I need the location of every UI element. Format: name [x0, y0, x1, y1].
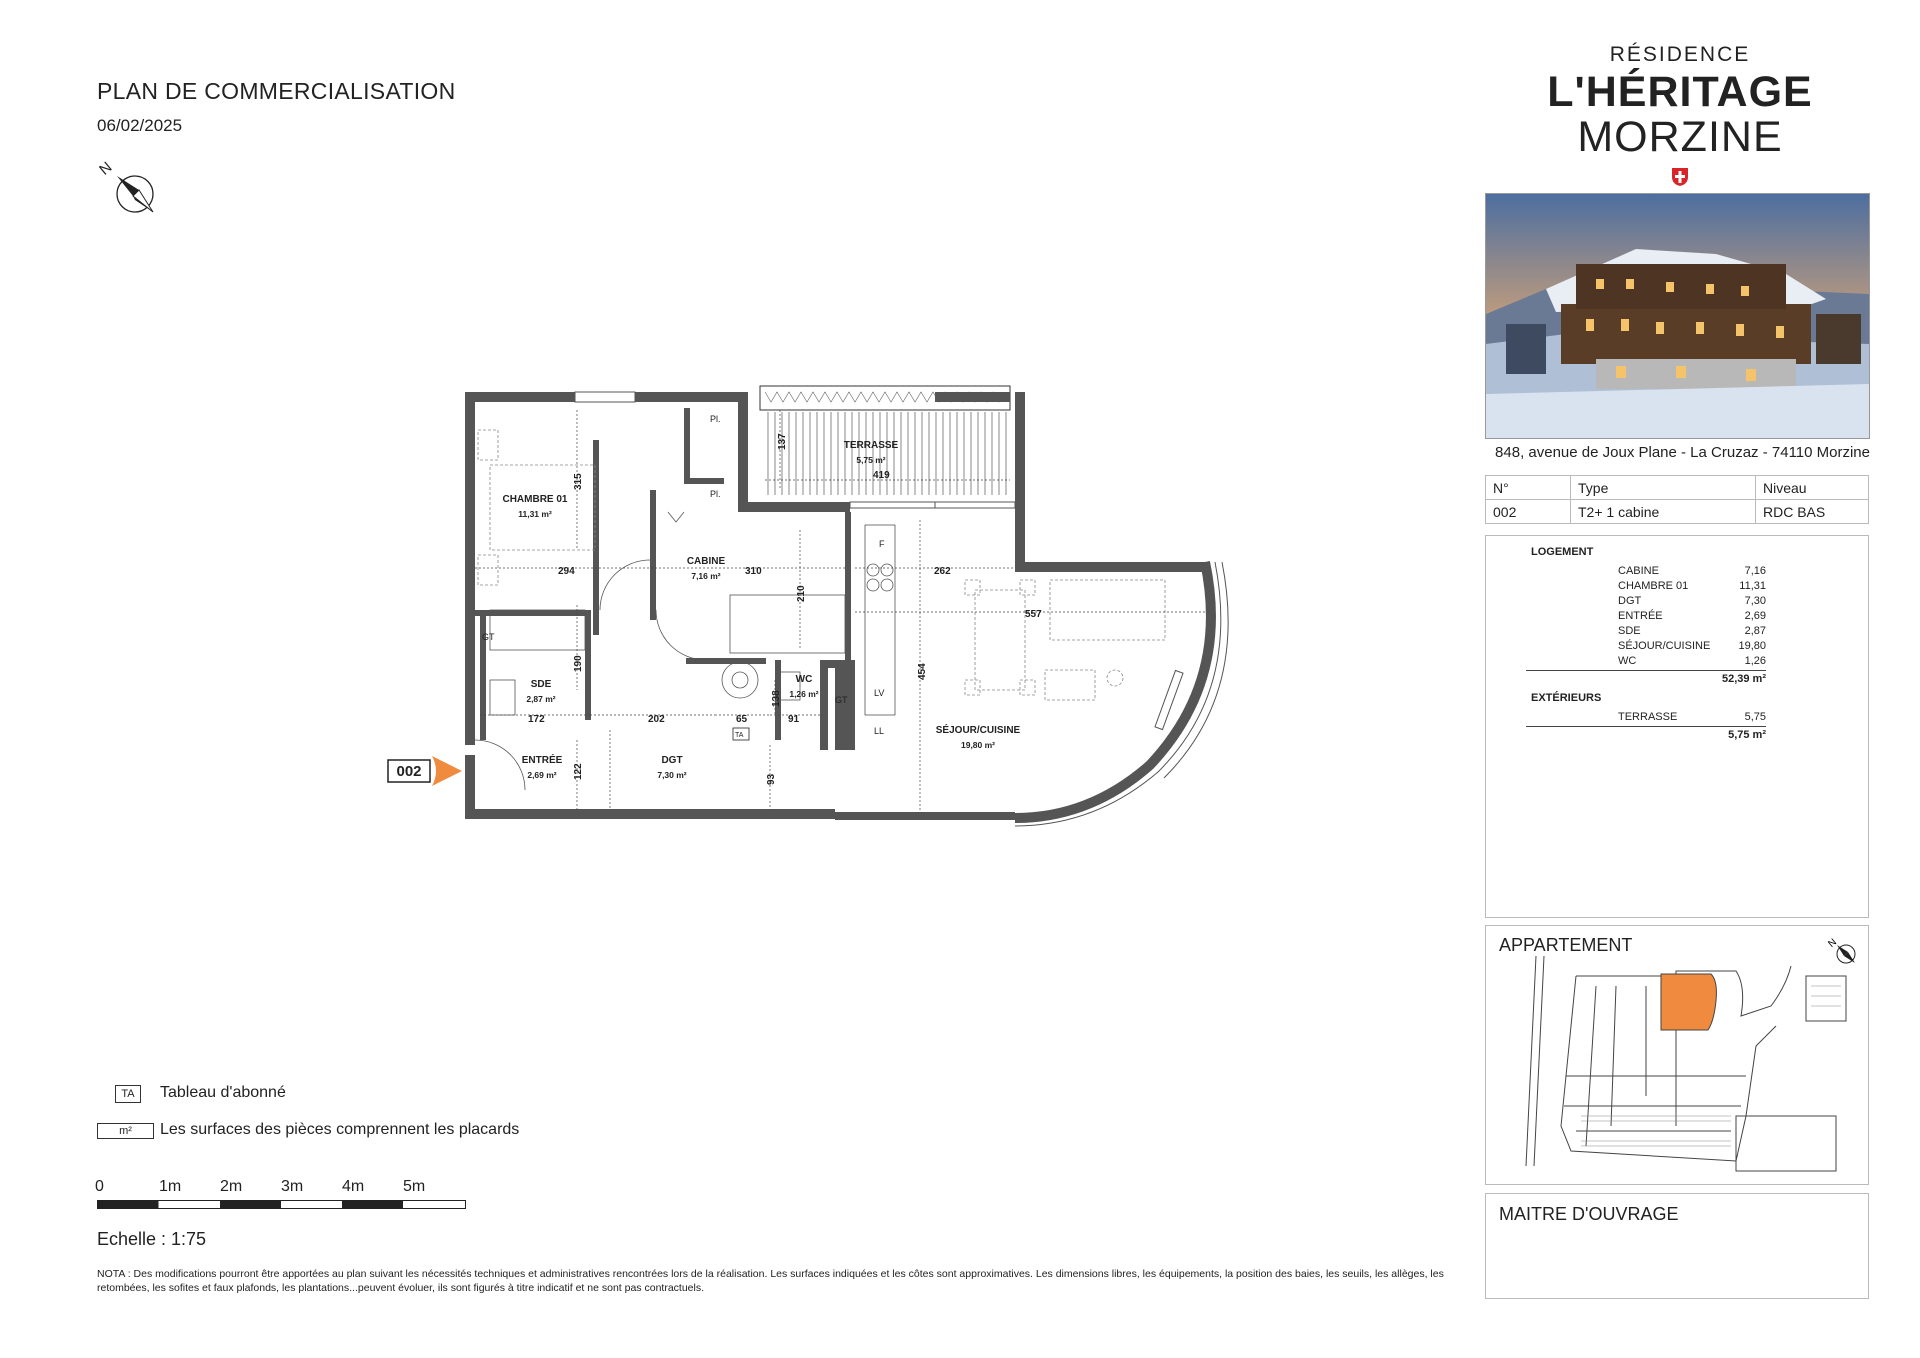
keyplan-highlight	[1661, 974, 1716, 1030]
exterieurs-total: 5,75 m²	[1526, 726, 1766, 741]
logement-heading: LOGEMENT	[1531, 546, 1594, 558]
surface-row	[1618, 580, 1766, 592]
scale-tick: 3m	[281, 1178, 304, 1195]
building-photo	[1485, 193, 1870, 439]
surface-value: 19,80	[1738, 640, 1766, 652]
fixtures	[475, 512, 895, 790]
residence-logo	[1500, 44, 1860, 191]
gt-label: GT	[835, 695, 848, 705]
room-entree-label: ENTRÉE	[521, 755, 563, 766]
logo-line-residence: RÉSIDENCE	[1609, 43, 1751, 66]
dim-label: 65	[736, 714, 748, 725]
logo-line-morzine: MORZINE	[1577, 113, 1783, 161]
scale-bar	[97, 1200, 467, 1210]
surface-name: SÉJOUR/CUISINE	[1618, 640, 1711, 652]
info-table	[1485, 475, 1869, 524]
placard-label: Pl.	[710, 414, 721, 424]
info-header-number: N°	[1486, 476, 1571, 500]
room-cabine-area: 7,16 m²	[691, 571, 721, 581]
surface-row	[1618, 711, 1766, 723]
floor-plan	[380, 370, 1250, 850]
scale-tick: 5m	[403, 1178, 426, 1195]
savoie-cross-icon	[1671, 167, 1689, 187]
dim-label: 454	[917, 663, 928, 680]
fridge-label: F	[879, 539, 885, 549]
surface-row	[1618, 595, 1766, 607]
dim-label: 172	[528, 714, 545, 725]
dim-label: 557	[1025, 609, 1042, 620]
surface-value: 2,87	[1744, 625, 1766, 637]
room-chambre-area: 11,31 m²	[518, 509, 552, 519]
ta-label: TA	[735, 732, 744, 739]
surface-value: 7,16	[1744, 565, 1766, 577]
legend-ta-text: Tableau d'abonné	[160, 1084, 286, 1101]
surface-row	[1618, 625, 1766, 637]
exterieurs-heading: EXTÉRIEURS	[1531, 692, 1602, 704]
svg-text:N: N	[96, 158, 116, 179]
surface-name: CABINE	[1618, 565, 1659, 577]
logo-line-heritage: L'HÉRITAGE	[1547, 68, 1813, 116]
surface-value: 7,30	[1744, 595, 1766, 607]
apartment-number: 002	[396, 763, 422, 780]
room-dgt-area: 7,30 m²	[657, 770, 687, 780]
entrance-arrow-icon	[432, 756, 462, 786]
surface-value: 5,75	[1744, 711, 1766, 723]
dim-label: 262	[934, 566, 951, 577]
scale-label: Echelle : 1:75	[97, 1229, 207, 1249]
svg-text:N: N	[1826, 936, 1839, 950]
info-header-level: Niveau	[1756, 476, 1869, 500]
appartement-keyplan	[1485, 925, 1869, 1185]
dim-label: 202	[648, 714, 665, 725]
surface-name: CHAMBRE 01	[1618, 580, 1689, 592]
maitre-ouvrage-panel	[1485, 1193, 1869, 1299]
room-terrasse-area: 5,75 m²	[856, 455, 886, 465]
surface-name: ENTRÉE	[1618, 610, 1663, 622]
lv-label: LV	[874, 688, 885, 698]
north-arrow-icon	[95, 152, 165, 222]
dim-label: 190	[573, 655, 584, 672]
surface-row	[1618, 610, 1766, 622]
surface-value: 1,26	[1744, 655, 1766, 667]
surface-name: WC	[1618, 655, 1637, 667]
scale-tick: 1m	[159, 1178, 182, 1195]
surface-row	[1618, 655, 1766, 667]
room-sde-area: 2,87 m²	[526, 694, 556, 704]
room-terrasse-label: TERRASSE	[843, 440, 899, 451]
address: 848, avenue de Joux Plane - La Cruzaz - 74110 Morzine	[1495, 444, 1870, 461]
scale-tick: 2m	[220, 1178, 243, 1195]
room-sejour-label: SÉJOUR/CUISINE	[935, 725, 1021, 736]
ll-label: LL	[874, 726, 885, 736]
room-sde-label: SDE	[530, 679, 552, 690]
maitre-ouvrage-label: MAITRE D'OUVRAGE	[1499, 1204, 1679, 1224]
scale-tick: 4m	[342, 1178, 365, 1195]
dim-label: 122	[573, 763, 584, 780]
logement-total: 52,39 m²	[1526, 670, 1766, 685]
info-header-type: Type	[1571, 476, 1756, 500]
room-dgt-label: DGT	[661, 755, 683, 766]
page-title: PLAN DE COMMERCIALISATION	[97, 78, 456, 104]
plan-date: 06/02/2025	[97, 116, 183, 135]
dim-label: 310	[745, 566, 762, 577]
scale-tick: 0	[95, 1178, 104, 1195]
info-value-number: 002	[1486, 500, 1571, 524]
legend-m2-text: Les surfaces des pièces comprennent les placards	[160, 1121, 520, 1138]
dim-label: 93	[766, 773, 777, 785]
keyplan-drawing	[1486, 926, 1868, 1184]
surface-row	[1618, 640, 1766, 652]
room-wc-area: 1,26 m²	[789, 689, 819, 699]
room-sejour-area: 19,80 m²	[960, 740, 996, 750]
surface-row	[1618, 565, 1766, 577]
gt-label: GT	[482, 632, 495, 642]
dim-label: 294	[558, 566, 575, 577]
dim-label: 91	[788, 714, 800, 725]
walls	[465, 392, 1205, 820]
info-value-type: T2+ 1 cabine	[1571, 500, 1756, 524]
appartement-label: APPARTEMENT	[1499, 935, 1633, 955]
room-chambre-label: CHAMBRE 01	[502, 494, 568, 505]
placard-label: Pl.	[710, 489, 721, 499]
surface-value: 2,69	[1744, 610, 1766, 622]
room-entree-area: 2,69 m²	[527, 770, 557, 780]
legend-m2-box: m²	[97, 1123, 154, 1139]
nota-disclaimer: NOTA : Des modifications pourront être apportées au plan suivant les nécessités techniques et administratives rencontrées lors de la réalisation. Les surfaces indiquées et les côtes sont approximatives. Les dimensions libres, les équipements, la position des baies, les seuils, les allèges, les retombées, les sofites et faux plafonds, les plantations...peuvent évoluer, ils sont figurés à titre indicatif et ne sont pas contractuels.	[97, 1268, 1444, 1294]
room-wc-label: WC	[795, 674, 813, 685]
surface-name: DGT	[1618, 595, 1642, 607]
info-value-level: RDC BAS	[1756, 500, 1869, 524]
legend-ta-box: TA	[115, 1085, 141, 1103]
dim-label: 138	[771, 690, 782, 707]
dim-label: 315	[573, 473, 584, 490]
dim-label: 419	[873, 470, 890, 481]
surfaces-panel	[1485, 535, 1869, 918]
room-cabine-label: CABINE	[686, 556, 726, 567]
surface-value: 11,31	[1739, 580, 1766, 592]
surface-name: SDE	[1618, 625, 1641, 637]
surface-name: TERRASSE	[1618, 711, 1678, 723]
dim-label: 137	[777, 433, 788, 450]
dim-label: 210	[796, 585, 807, 602]
